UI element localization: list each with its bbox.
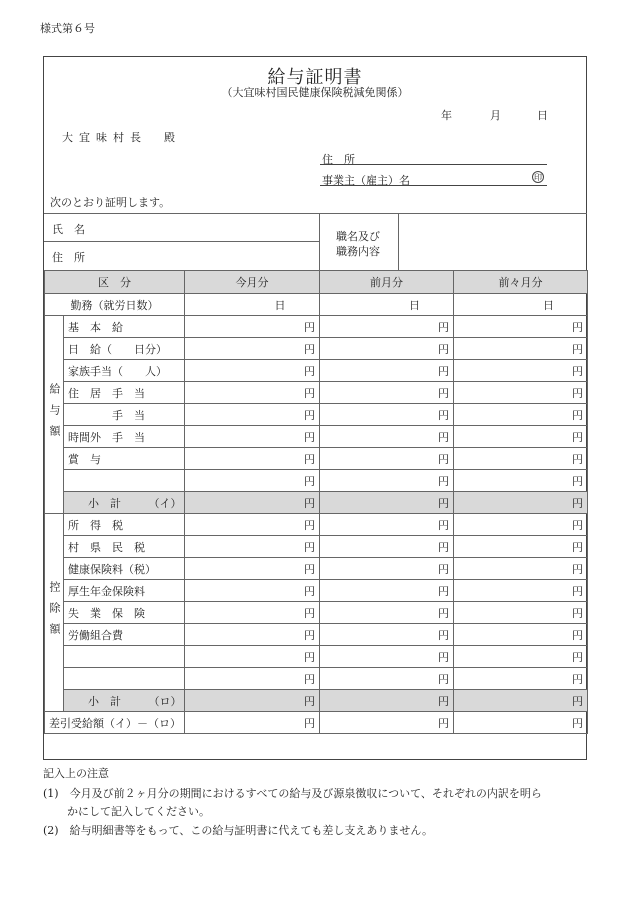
deduction-item-label: 村 県 民 税 <box>64 536 185 558</box>
deduction-row <box>45 624 588 646</box>
pay-subtotal-cell[interactable]: 円 <box>320 492 454 514</box>
table-header-row <box>45 271 588 294</box>
date-year-label: 年 <box>441 109 452 122</box>
deduction-amount-cell[interactable]: 円 <box>454 624 588 646</box>
deduction-item-label: 厚生年金保険料 <box>64 580 185 602</box>
deduction-amount-cell[interactable]: 円 <box>185 624 320 646</box>
date-day-label: 日 <box>537 109 548 122</box>
work-days-label: 勤務（就労日数） <box>45 294 185 316</box>
net-pay-row <box>45 712 588 734</box>
employer-address-line[interactable] <box>320 164 547 165</box>
person-name-label: 氏 名 <box>52 223 85 236</box>
pay-item-label: 家族手当（ 人） <box>64 360 185 382</box>
net-pay-cell[interactable]: 円 <box>185 712 320 734</box>
certify-text: 次のとおり証明します。 <box>50 196 171 209</box>
pay-item-label: 賞 与 <box>64 448 185 470</box>
pay-row <box>45 360 588 382</box>
deduction-category-label: 控除額 <box>45 514 64 712</box>
pay-row <box>45 316 588 338</box>
pay-item-label: 手 当 <box>64 404 185 426</box>
deduction-item-label <box>64 668 185 690</box>
deduction-item-label <box>64 646 185 668</box>
pay-row <box>45 404 588 426</box>
deduction-amount-cell[interactable]: 円 <box>320 514 454 536</box>
deduction-amount-cell[interactable]: 円 <box>185 558 320 580</box>
pay-category-label: 給与額 <box>45 316 64 514</box>
net-pay-cell[interactable]: 円 <box>454 712 588 734</box>
pay-amount-cell[interactable]: 円 <box>320 382 454 404</box>
deduction-amount-cell[interactable]: 円 <box>320 624 454 646</box>
pay-amount-cell[interactable]: 円 <box>454 404 588 426</box>
deduction-item-label: 失 業 保 険 <box>64 602 185 624</box>
deduction-subtotal-row <box>45 690 588 712</box>
deduction-amount-cell[interactable]: 円 <box>454 536 588 558</box>
pay-amount-cell[interactable]: 円 <box>454 470 588 492</box>
note-2: (2) 給与明細書等をもって、この給与証明書に代えても差し支えありません。 <box>43 824 434 837</box>
pay-amount-cell[interactable]: 円 <box>454 316 588 338</box>
deduction-subtotal-cell[interactable]: 円 <box>320 690 454 712</box>
header-current-month: 今月分 <box>185 271 320 294</box>
employer-address-label: 住 所 <box>322 153 355 166</box>
deduction-amount-cell[interactable]: 円 <box>454 558 588 580</box>
deduction-item-label: 健康保険料（税） <box>64 558 185 580</box>
deduction-amount-cell[interactable]: 円 <box>185 580 320 602</box>
pay-amount-cell[interactable]: 円 <box>320 470 454 492</box>
deduction-amount-cell[interactable]: 円 <box>185 646 320 668</box>
deduction-item-label: 労働組合費 <box>64 624 185 646</box>
pay-amount-cell[interactable]: 円 <box>185 426 320 448</box>
info-divider <box>319 213 320 270</box>
deduction-row <box>45 514 588 536</box>
addressee: 大宜味村長 殿 <box>62 131 181 144</box>
pay-amount-cell[interactable]: 円 <box>454 360 588 382</box>
pay-amount-cell[interactable]: 円 <box>320 338 454 360</box>
deduction-amount-cell[interactable]: 円 <box>454 602 588 624</box>
salary-table <box>44 270 588 734</box>
deduction-amount-cell[interactable]: 円 <box>185 602 320 624</box>
pay-item-label <box>64 470 185 492</box>
deduction-amount-cell[interactable]: 円 <box>454 514 588 536</box>
pay-item-label: 基 本 給 <box>64 316 185 338</box>
deduction-amount-cell[interactable]: 円 <box>454 580 588 602</box>
employer-name-line[interactable] <box>320 185 547 186</box>
deduction-row <box>45 536 588 558</box>
work-days-row <box>45 294 588 316</box>
deduction-amount-cell[interactable]: 円 <box>454 668 588 690</box>
notes-heading: 記入上の注意 <box>43 767 109 780</box>
note-1-line-2: かにして記入してください。 <box>67 805 210 818</box>
deduction-amount-cell[interactable]: 円 <box>320 580 454 602</box>
form-number: 様式第６号 <box>40 22 95 35</box>
deduction-amount-cell[interactable]: 円 <box>320 646 454 668</box>
net-pay-label: 差引受給額（イ）－（ロ） <box>45 712 185 734</box>
pay-item-label: 住 居 手 当 <box>64 382 185 404</box>
pay-subtotal-cell[interactable]: 円 <box>185 492 320 514</box>
pay-amount-cell[interactable]: 円 <box>454 382 588 404</box>
deduction-subtotal-cell[interactable]: 円 <box>185 690 320 712</box>
pay-amount-cell[interactable]: 円 <box>320 404 454 426</box>
pay-amount-cell[interactable]: 円 <box>320 360 454 382</box>
pay-subtotal-cell[interactable]: 円 <box>454 492 588 514</box>
pay-amount-cell[interactable]: 円 <box>185 382 320 404</box>
deduction-row <box>45 602 588 624</box>
header-previous-month: 前月分 <box>320 271 454 294</box>
date-month-label: 月 <box>490 109 501 122</box>
deduction-amount-cell[interactable]: 円 <box>320 668 454 690</box>
form-title: 給与証明書 <box>267 67 363 88</box>
note-1-line-1: (1) 今月及び前２ヶ月分の期間におけるすべての給与及び源泉徴収について、それぞれの内訳を明ら <box>43 787 542 800</box>
job-title-label-2: 職務内容 <box>336 245 380 258</box>
deduction-amount-cell[interactable]: 円 <box>185 668 320 690</box>
deduction-row <box>45 580 588 602</box>
pay-amount-cell[interactable]: 円 <box>185 338 320 360</box>
job-title-label-1: 職名及び <box>336 230 380 243</box>
pay-amount-cell[interactable]: 円 <box>320 316 454 338</box>
deduction-amount-cell[interactable]: 円 <box>320 536 454 558</box>
pay-amount-cell[interactable]: 円 <box>454 426 588 448</box>
pay-amount-cell[interactable]: 円 <box>320 426 454 448</box>
header-category: 区 分 <box>45 271 185 294</box>
pay-amount-cell[interactable]: 円 <box>320 448 454 470</box>
seal-mark: 印 <box>534 173 542 182</box>
info-middle-border <box>44 241 319 242</box>
work-days-cell[interactable]: 日 <box>185 294 320 316</box>
pay-row <box>45 338 588 360</box>
work-days-cell[interactable]: 日 <box>454 294 588 316</box>
deduction-row <box>45 668 588 690</box>
deduction-amount-cell[interactable]: 円 <box>320 602 454 624</box>
deduction-row <box>45 558 588 580</box>
form-subtitle: （大宜味村国民健康保険税減免関係） <box>221 86 409 99</box>
pay-row <box>45 470 588 492</box>
pay-amount-cell[interactable]: 円 <box>454 338 588 360</box>
pay-item-label: 時間外 手 当 <box>64 426 185 448</box>
deduction-amount-cell[interactable]: 円 <box>320 558 454 580</box>
pay-subtotal-label: 小 計 （イ） <box>64 492 185 514</box>
pay-amount-cell[interactable]: 円 <box>185 316 320 338</box>
deduction-item-label: 所 得 税 <box>64 514 185 536</box>
pay-subtotal-row <box>45 492 588 514</box>
pay-row <box>45 382 588 404</box>
pay-amount-cell[interactable]: 円 <box>185 470 320 492</box>
pay-amount-cell[interactable]: 円 <box>454 448 588 470</box>
pay-amount-cell[interactable]: 円 <box>185 448 320 470</box>
deduction-amount-cell[interactable]: 円 <box>454 646 588 668</box>
deduction-amount-cell[interactable]: 円 <box>185 514 320 536</box>
person-address-label: 住 所 <box>52 251 85 264</box>
employer-name-label: 事業主（雇主）名 <box>322 174 410 187</box>
pay-row <box>45 426 588 448</box>
info-top-border <box>44 213 587 214</box>
deduction-row <box>45 646 588 668</box>
info-divider-2 <box>398 213 399 270</box>
deduction-amount-cell[interactable]: 円 <box>185 536 320 558</box>
work-days-cell[interactable]: 日 <box>320 294 454 316</box>
header-two-months-ago: 前々月分 <box>454 271 588 294</box>
deduction-subtotal-label: 小 計 （ロ） <box>64 690 185 712</box>
pay-item-label: 日 給（ 日分） <box>64 338 185 360</box>
pay-row <box>45 448 588 470</box>
pay-amount-cell[interactable]: 円 <box>185 404 320 426</box>
pay-amount-cell[interactable]: 円 <box>185 360 320 382</box>
deduction-subtotal-cell[interactable]: 円 <box>454 690 588 712</box>
net-pay-cell[interactable]: 円 <box>320 712 454 734</box>
